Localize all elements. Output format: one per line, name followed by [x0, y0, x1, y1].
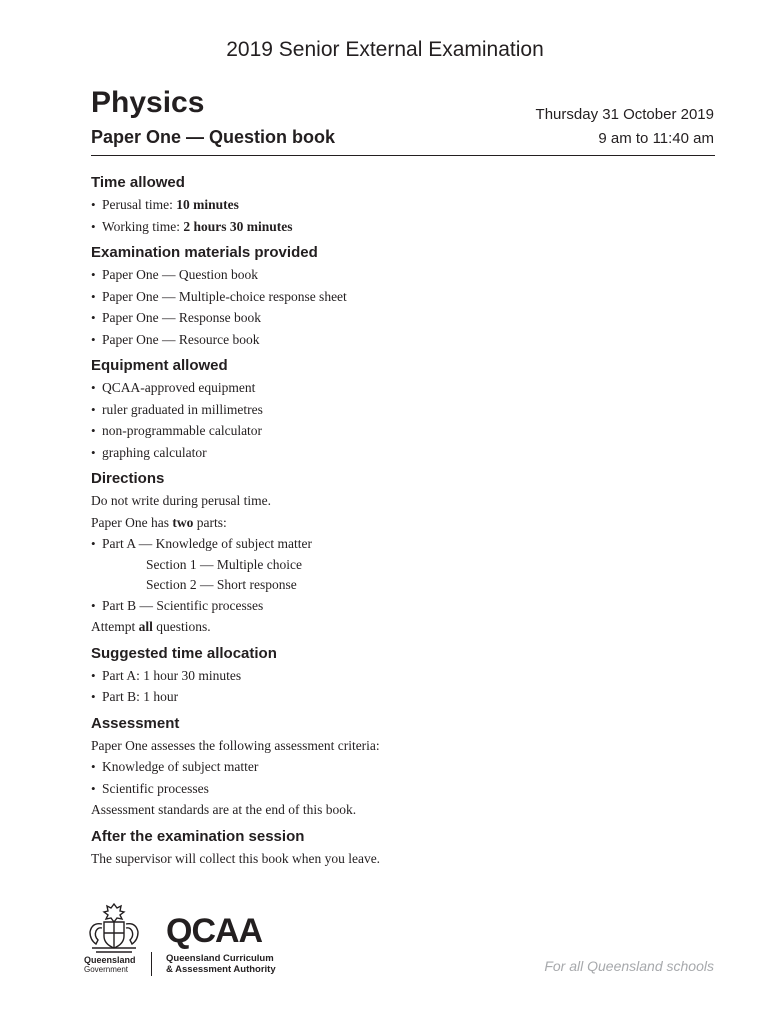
time-allowed-section — [91, 173, 715, 237]
section-heading: Suggested time allocation — [91, 644, 277, 662]
list-item: • Working time: 2 hours 30 minutes — [91, 216, 715, 238]
list-item: • graphing calculator — [91, 442, 715, 464]
after-text: The supervisor will collect this book when you leave. — [91, 850, 381, 866]
tagline: For all Queensland schools — [544, 958, 714, 974]
section-heading: Time allowed — [91, 174, 185, 191]
list-item: • Perusal time: 10 minutes — [91, 194, 715, 216]
subject-title: Physics — [91, 86, 205, 119]
directions-section — [91, 469, 715, 638]
header-rule — [91, 155, 715, 156]
time-allocation-section — [91, 644, 715, 708]
sub-list-item: Section 2 — Short response — [146, 576, 297, 592]
paper-title: Paper One — Question book — [91, 127, 336, 147]
list-item: • Part A: 1 hour 30 minutes — [91, 665, 715, 687]
list-item: • ruler graduated in millimetres — [91, 399, 715, 421]
direction-line: Do not write during perusal time. — [91, 493, 271, 508]
materials-section — [91, 243, 715, 350]
direction-line: Paper One has two parts: — [91, 514, 227, 530]
exam-date: Thursday 31 October 2019 — [535, 106, 714, 123]
list-item: • Paper One — Response book — [91, 307, 715, 329]
list-item: • Part B — Scientific processes — [91, 595, 715, 617]
list-item: • Part A — Knowledge of subject matter — [91, 533, 715, 555]
direction-line: Attempt all questions. — [91, 619, 211, 634]
assessment-footer: Assessment standards are at the end of this book. — [91, 802, 357, 817]
after-section — [91, 827, 715, 870]
queensland-crest-icon — [84, 900, 144, 955]
section-heading: Directions — [91, 470, 165, 487]
list-item: • Paper One — Resource book — [91, 329, 715, 351]
logo-divider — [151, 952, 152, 976]
qcaa-name-line2: & Assessment Authority — [166, 964, 276, 975]
list-item: • non-programmable calculator — [91, 420, 715, 442]
section-heading: Equipment allowed — [91, 357, 228, 374]
qld-government-label: Government — [84, 965, 129, 974]
sub-list-item: Section 1 — Multiple choice — [146, 556, 302, 572]
exam-time: 9 am to 11:40 am — [598, 130, 714, 147]
section-heading: Assessment — [91, 714, 180, 732]
exam-title: 2019 Senior External Examination — [226, 38, 544, 61]
list-item: • Part B: 1 hour — [91, 686, 715, 708]
section-heading: Examination materials provided — [91, 244, 318, 261]
assessment-intro: Paper One assesses the following assessment criteria: — [91, 737, 380, 753]
section-heading: After the examination session — [91, 827, 305, 845]
qcaa-logo: QCAA — [166, 912, 263, 950]
list-item: • QCAA-approved equipment — [91, 377, 715, 399]
list-item: • Paper One — Question book — [91, 264, 715, 286]
equipment-section — [91, 356, 715, 463]
qcaa-name-line1: Queensland Curriculum — [166, 953, 274, 964]
qld-government-name: Queensland — [84, 955, 136, 965]
list-item: • Knowledge of subject matter — [91, 756, 715, 778]
list-item: • Paper One — Multiple-choice response sheet — [91, 286, 715, 308]
assessment-section — [91, 714, 715, 821]
list-item: • Scientific processes — [91, 778, 715, 800]
instructions — [91, 173, 715, 869]
logo-area — [84, 900, 284, 980]
